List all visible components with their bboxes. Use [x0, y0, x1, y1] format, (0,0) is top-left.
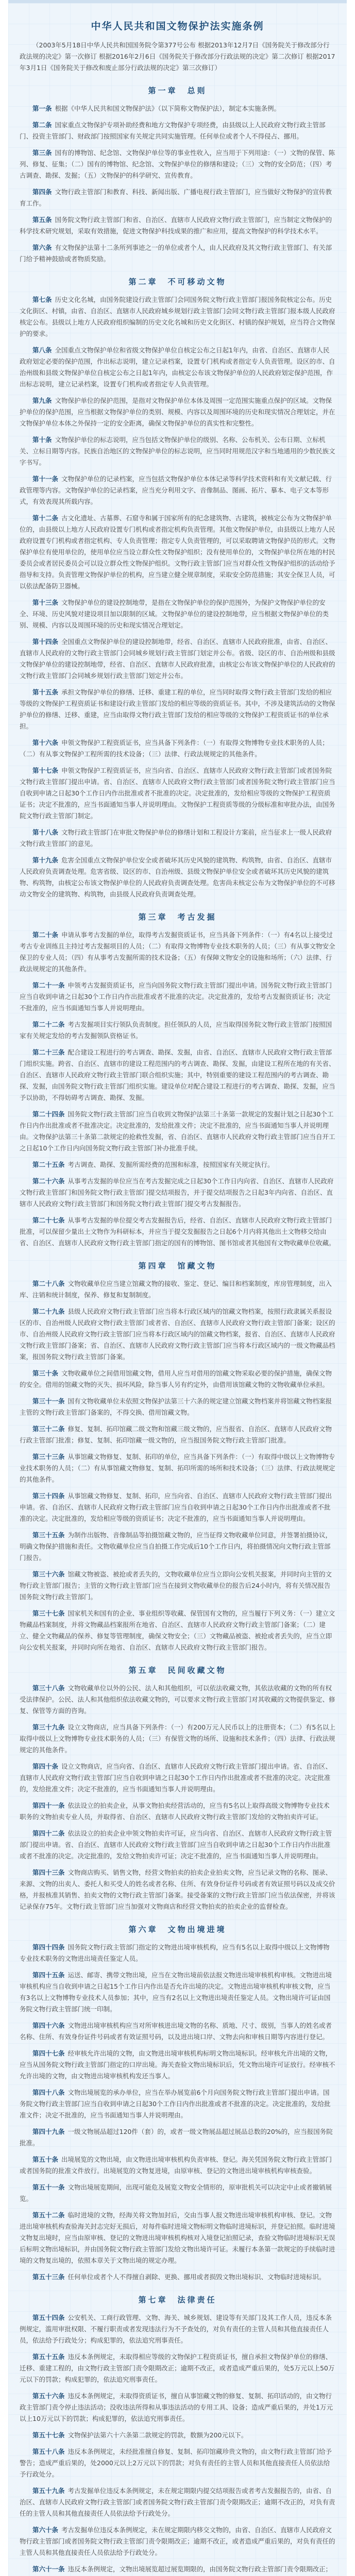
article-text: 文物保护法第六十六条第二款规定的罚款，数额为200元以下。 [67, 2431, 248, 2439]
article [20, 980, 335, 1014]
article-number: 第五十六条 [32, 2392, 65, 2400]
article-number: 第三十九条 [32, 1723, 65, 1731]
article-text: 国务院文物行政主管部门指定的文物进出境审核机构，应当有5名以上取得中级以上文物博物专业技术职务的文物进出境责任鉴定人员。 [20, 1943, 330, 1962]
article-text: 文物收藏单位应当建立馆藏文物的接收、鉴定、登记、编目和档案制度，库房管理制度，出入库、注销和统计制度，保养、修复和复制制度。 [20, 1280, 332, 1299]
article-number: 第十条 [32, 436, 52, 444]
article-text: 馆藏文物被盗、被抢或者丢失的，文物收藏单位应当立即向公安机关报案，并同时向主管的文物行政主管部门报告；主管的文物行政主管部门应当在接到文物收藏单位的报告后24小时内，将有关情况报告国务院文物行政主管部门。 [20, 1570, 332, 1601]
article-number: 第二十五条 [32, 1161, 65, 1168]
chapter-title: 第六章 文物出境进境 [128, 1925, 227, 1934]
article [20, 473, 335, 507]
article-text: 文物保护单位的保护范围，是指对文物保护单位本体及周围一定范围实施重点保护的区域。文物保护单位的保护范围，应当根据文物保护单位的类别、规模、内容以及周围环境的历史和现实情况合理划定，并在文物保护单位本体之外保持一定的安全距离，确保文物保护单位的真实性和完整性。 [20, 397, 335, 427]
article-number: 第十六条 [32, 739, 59, 747]
article-text: 一级文物展品超过120件（套）的，或者一级文物展品超过展品总数的20%的，应当报国务院批准。 [20, 2128, 333, 2147]
chapter-title: 第四章 馆藏文物 [138, 1261, 217, 1270]
article [20, 1942, 335, 1964]
article [20, 1278, 335, 1301]
article-number: 第五十四条 [32, 2314, 65, 2321]
article-number: 第五十七条 [32, 2431, 65, 2439]
article-number: 第四十二条 [32, 1829, 65, 1837]
article [20, 1047, 335, 1104]
article [20, 1423, 335, 1446]
article-text: 考古发掘项目实行领队负责制度。担任领队的人员，应当取得国务院文物行政主管部门按照国家有关规定发给的考古发掘领队资格证书。 [20, 1021, 332, 1040]
article [20, 2154, 335, 2177]
article-text: 文物收藏单位之间借用馆藏文物，借用人应当对借用的馆藏文物采取必要的保护措施，确保文物的安全。借用的馆藏文物的灭失、损坏风险，除当事人另有约定外，由借用该馆藏文物的文物收藏单位承担。 [20, 1369, 332, 1388]
article [20, 1800, 335, 1823]
article [20, 737, 335, 760]
article-number: 第三条 [32, 149, 52, 157]
article [20, 929, 335, 975]
chapter-title: 第三章 考古发掘 [138, 912, 217, 922]
article-text: 违反本条例规定，文物出境展览超过展览期限的，由国务院文物行政主管部门责令限期改正； [67, 2565, 332, 2573]
article [20, 2351, 335, 2385]
article [20, 2272, 335, 2283]
article-number: 第四十六条 [32, 2022, 65, 2029]
article [20, 434, 335, 468]
article-text: 运送、邮寄、携带文物出境，应当在文物出境前依法报文物进出境审核机构审核。文物进出境审核机构应当自收到申请之日起15个工作日内作出是否允许出境的决定。文物进出境审核机构审核文物，应当有3名以上文物博物专业技术人员参加；其中，应当有2名以上文物进出境责任鉴定人员。文物出境许可证由国务院文物行政主管部门统一印制。 [20, 1971, 332, 2013]
article [20, 2182, 335, 2205]
chapter-title: 第七章 法律责任 [138, 2295, 217, 2304]
article-text: 有文物保护法第十二条所列事迹之一的单位或者个人，由人民政府及其文物行政主管部门、有关部门给予精神鼓励或者物质奖励。 [20, 244, 332, 263]
article-text: 申领文物保护工程资质证书，应当具备下列条件：（一）有取得文物博物专业技术职务的人员；（二）有从事文物保护工程所需的技术设备；（三）法律、行政法规规定的其他条件。 [20, 739, 329, 758]
article-text: 申请从事考古发掘的单位，取得考古发掘资质证书，应当具备下列条件：（一）有4名以上接受过考古专业训练且主持过考古发掘项目的人员；（二）有取得文物博物专业技术职务的人员；（三）有从事文物安全保卫的专业人员；（四）有从事考古发掘所需的技术设备；（五）有保障文物安全的设施和场所；（六）法律、行政法规规定的其他条件。 [20, 931, 335, 973]
article [20, 242, 335, 265]
article-text: 任何单位或者个人不得擅自剥除、更换、挪用或者损毁文物出境标识、文物临时进境标识。 [67, 2273, 326, 2281]
article-number: 第二十四条 [32, 1110, 65, 1118]
article-text: 考古发掘单位违反本条例规定，未在规定期限内移交文物的，由省、自治区、直辖市人民政府文物行政主管部门或者国务院文物行政主管部门责令限期改正；逾期不改正，或者造成严重后果的，对负有责任的主管人员和其他直接责任人员依法给予行政处分。 [20, 2526, 335, 2556]
article-number: 第七条 [32, 296, 52, 303]
article-text: 文物保护单位的建设控制地带，是指在文物保护单位的保护范围外，为保护文物保护单位的安全、环境、历史风貌对建设项目加以限制的区域。文物保护单位的建设控制地带，应当根据文物保护单位的类别、规模、内容以及周围环境的历史和现实情况合理划定。 [20, 599, 329, 629]
article-text: 临时进境的文物，经海关将文物加封后，交由当事人报文物进出境审核机构审核、登记。文物进出境审核机构查验海关封志完好无损后，对每件临时进境文物标明文物临时进境标识，并登记拍照。临时进境文物复出境时，应当由原审核、登记的文物进出境审核机构核对入境登记拍照记录，查验文物临时进境标识无误后标明文物出境标识，并由国务院文物行政主管部门发给文物出境许可证。未履行本条第一款规定的手续临时进境的文物复出境的，依照本章关于文物出境的规定办理。 [20, 2211, 335, 2264]
article-number: 第三十六条 [32, 1570, 65, 1578]
article-number: 第四十七条 [32, 2049, 65, 2057]
article [20, 2312, 335, 2346]
article [20, 2564, 335, 2576]
article-text: 从事馆藏文物修复、复制、拓印，应当向省、自治区、直辖市人民政府文物行政主管部门提出申请。省、自治区、直辖市人民政府文物行政主管部门应当自收到申请之日起30个工作日内作出批准或者不批准的决定。决定批准的，发给相应等级的资质证书；决定不批准的，应当书面通知当事人并说明理由。 [20, 1492, 332, 1522]
article [20, 294, 335, 340]
article-text: 国家重点文物保护专项补助经费和地方文物保护专项经费，由县级以上人民政府文物行政主管部门、投资主管部门、财政部门按照国家有关规定共同实施管理。任何单位或者个人不得侵占、挪用。 [20, 121, 326, 140]
article-text: 县级人民政府文物行政主管部门应当将本行政区域内的馆藏文物档案，按照行政隶属关系报设区的市、自治州级人民政府文物行政主管部门或者省、自治区、直辖市人民政府文物行政主管部门备案；设区的市、自治州级人民政府文物行政主管部门应当将本行政区域内的馆藏文物档案，报省、自治区、直辖市人民政府文物行政主管部门备案；省、自治区、直辖市人民政府文物行政主管部门应当将本行政区域内的一级文物藏品档案，报国务院文物行政主管部门备案。 [20, 1308, 335, 1361]
article-number: 第二十三条 [32, 1048, 65, 1056]
article [20, 636, 335, 682]
article-number: 第五十一条 [32, 2183, 65, 2191]
article-number: 第二十一条 [32, 981, 65, 989]
article-text: 承担文物保护单位的修缮、迁移、重建工程的单位，应当同时取得文物行政主管部门发给的相应等级的文物保护工程资质证书和建设行政主管部门发给的相应等级的资质证书。其中，不涉及建筑活动的文物保护单位的修缮、迁移、重建，应当由取得文物行政主管部门发给的相应等级的文物保护工程资质证书的单位承担。 [20, 688, 335, 730]
article-text: 根据《中华人民共和国文物保护法》（以下简称文物保护法），制定本实施条例。 [55, 105, 281, 112]
article-text: 违反本条例规定，未经批准擅自修复、复制、拓印馆藏珍贵文物的，由文物行政主管部门给予警告；造成严重后果的，处2000元以上2万元以下的罚款；对负有责任的主管人员和其他直接责任人员依法给予行政处分。 [20, 2448, 332, 2478]
article-number: 第三十五条 [32, 1531, 65, 1539]
article-number: 第四十九条 [32, 2128, 65, 2136]
article-text: 危害全国重点文物保护单位安全或者破坏其历史风貌的建筑物、构筑物，由省、自治区、直辖市人民政府负责调查处理。危害省级、设区的市、自治州级、县级文物保护单位安全或者破坏其历史风貌的建筑物、构筑物，由核定公布该文物保护单位的人民政府负责调查处理。危害尚未核定公布为文物保护单位的不可移动文物安全的建筑物、构筑物，由县级人民政府负责调查处理。 [20, 856, 335, 898]
article [20, 2020, 335, 2043]
document-preface: （2003年5月18日中华人民共和国国务院令第377号公布 根据2013年12月7日《国务院关于修改部分行政法规的决定》第一次修订 根据2016年2月6日《国务院关于修改部分行政法规的决定》第二次修订 根据2017年3月1日《国务院关于修改和废止部分行政法规的决定》第三次修订） [20, 41, 335, 72]
article [20, 1396, 335, 1418]
article-text: 文物行政主管部门和教育、科技、新闻出版、广播电视行政主管部门，应当做好文物保护的宣传教育工作。 [20, 188, 332, 207]
article [20, 1761, 335, 1795]
article [20, 1530, 335, 1564]
article [20, 1683, 335, 1717]
article [20, 765, 335, 822]
article-number: 第十八条 [32, 828, 59, 836]
chapters-container [20, 85, 335, 2576]
article-text: 设立文物商店，应当具备下列条件：（一）有200万元人民币以上的注册资本；（二）有5名以上取得中级以上文物博物专业技术职务的人员；（三）有保管文物的场所、设施和技术条件；（四）法律、行政法规规定的其他条件。 [20, 1723, 335, 1754]
article [20, 1867, 335, 1912]
article [20, 2391, 335, 2425]
article [20, 2210, 335, 2266]
article-number: 第三十四条 [32, 1492, 65, 1500]
article [20, 2524, 335, 2558]
article-text: 国家机关和国有的企业、事业组织等收藏、保管国有文物的，应当履行下列义务：（一）建立文物藏品档案制度，并将文物藏品档案报所在地省、自治区、直辖市人民政府文物行政主管部门备案；（二）建立、健全文物藏品的保养、修复等管理制度，确保文物安全；（三）文物藏品被盗、被抢或者丢失的，应当立即向公安机关报案，并同时向所在地省、自治区、直辖市人民政府文物行政主管部门报告。 [20, 1609, 335, 1651]
article-text: 文物保护单位的记录档案，应当包括文物保护单位本体记录等科学技术资料和有关文献记载、行政管理等内容。文物保护单位的记录档案，应当充分利用文字、音像制品、图画、拓片、摹本、电子文本等形式，有效表现其所载内容。 [20, 475, 332, 505]
article [20, 687, 335, 732]
article-number: 第四十五条 [32, 1971, 65, 1979]
article-text: 国务院文物行政主管部门和省、自治区、直辖市人民政府文物行政主管部门，应当制定文物保护的科学技术研究规划，采取有效措施，促进文物保护科技成果的推广和应用，提高文物保护的科学技术水平。 [20, 216, 332, 235]
article-text: 文物出境展览期间，出现可能危及展览文物安全情形的，原审批机关可以决定中止或者撤销展览。 [20, 2183, 332, 2202]
article-text: 为制作出版物、音像制品等拍摄馆藏文物的，应当征得文物收藏单位同意，并签署拍摄协议，明确文物保护措施和责任。文物收藏单位应当自拍摄工作完成后10个工作日内，将拍摄情况向文物行政主管部门报告。 [20, 1531, 332, 1562]
article-text: 国有文物收藏单位未依照文物保护法第三十六条的规定建立馆藏文物档案并将馆藏文物档案报主管的文物行政主管部门备案的，不得交换、借用馆藏文物。 [20, 1397, 332, 1416]
article [20, 1215, 335, 1249]
article-number: 第五十条 [32, 2156, 59, 2163]
article [20, 1306, 335, 1363]
article [20, 2048, 335, 2082]
article-number: 第八条 [32, 346, 52, 354]
article-text: 申领考古发掘资质证书，应当向国务院文物行政主管部门提出申请。国务院文物行政主管部门应当自收到申请之日起30个工作日内作出批准或者不批准的决定。决定批准的，发给考古发掘资质证书；决定不批准的，应当书面通知当事人并说明理由。 [20, 981, 332, 1012]
document-title: 中华人民共和国文物保护法实施条例 [91, 21, 264, 32]
article [20, 1109, 335, 1154]
article [20, 513, 335, 592]
article-text: 从事考古发掘的单位应当在考古发掘完成之日起30个工作日内向省、自治区、直辖市人民政府文物行政主管部门和国务院文物行政主管部门提交结项报告，并于提交结项报告之日起3年内向省、自治区、直辖市人民政府文物行政主管部门和国务院文物行政主管部门提交考古发掘报告。 [20, 1177, 334, 1208]
article-text: 文物出境展览的承办单位，应当在举办展览前6个月向国务院文物行政主管部门提出申请。国务院文物行政主管部门应当自收到申请之日起30个工作日内作出批准或者不批准的决定。决定批准的，发给批准文件；决定不批准的，应当书面通知当事人并说明理由。 [20, 2089, 331, 2119]
document-card [8, 0, 347, 2576]
article [20, 855, 335, 900]
article-number: 第三十二条 [32, 1425, 65, 1433]
article-text: 从事馆藏文物修复、复制、拓印的单位，应当具备下列条件：（一）有取得中级以上文物博物专业技术职务的人员；（二）有从事馆藏文物修复、复制、拓印所需的场所和技术设备；（三）法律、行政法规规定的其他条件。 [20, 1453, 335, 1483]
article-number: 第六十一条 [32, 2565, 65, 2573]
article-text: 修复、复制、拓印馆藏二级文物和馆藏三级文物的，应当报省、自治区、直辖市人民政府文物行政主管部门批准；修复、复制、拓印馆藏一级文物的，应当报国务院文物行政主管部门批准。 [20, 1425, 332, 1444]
article [20, 120, 335, 142]
article-text: 文物商店购买、销售文物，经营文物拍卖的拍卖企业拍卖文物，应当记录文物的名称、图录、来源、文物的出卖人、委托人和买受人的姓名或者名称、住所、有效身份证件号码或者有效证照号码以及成交价格，并报核准其销售、拍卖文物的文物行政主管部门备案。接受备案的文物行政主管部门应当依法保密，并将该记录保存75年。文物行政主管部门应当加强对文物商店和经营文物拍卖的拍卖企业的监督检查。 [20, 1869, 335, 1910]
article-number: 第十四条 [32, 638, 59, 646]
article-number: 第二十条 [32, 931, 59, 939]
article-number: 第六十条 [32, 2526, 59, 2534]
article-number: 第四十三条 [32, 1869, 65, 1876]
article-text: 经审核允许出境的文物，由文物进出境审核机构标明文物出境标识。经审核允许出境的文物，应当从国务院文物行政主管部门指定的口岸出境。海关查验文物出境标识后，凭文物出境许可证放行。经审核不允许出境的文物，由文物进出境审核机构发还当事人。 [20, 2049, 335, 2080]
article [20, 2430, 335, 2441]
article-number: 第二十九条 [32, 1308, 65, 1315]
article-text: 文物进出境审核机构应当对所审核进出境文物的名称、质地、尺寸、级别，当事人的姓名或者名称、住所、有效身份证件号码或者有效证照号码，以及进出境口岸、文物去向和审核日期等内容进行登记。 [20, 2022, 332, 2041]
article-text: 全国重点文物保护单位的建设控制地带，经省、自治区、直辖市人民政府批准，由省、自治区、直辖市人民政府的文物行政主管部门会同城乡规划行政主管部门划定并公布。省级、设区的市、自治州级和县级文物保护单位的建设控制地带，经省、自治区、直辖市人民政府批准，由核定公布该文物保护单位的人民政府的文物行政主管部门会同城乡规划行政主管部门划定并公布。 [20, 638, 335, 680]
article-text: 历史文化名城，由国务院建设行政主管部门会同国务院文物行政主管部门报国务院核定公布。历史文化街区、村镇，由省、自治区、直辖市人民政府城乡规划行政主管部门会同文物行政主管部门报本级人民政府核定公布。县级以上地方人民政府组织编制的历史文化名城和历史文化街区、村镇的保护规划，应当符合文物保护的要求。 [20, 296, 335, 337]
article-text: 依法设立的拍卖企业申领文物拍卖许可证，应当向省、自治区、直辖市人民政府文物行政主管部门提出申请。省、自治区、直辖市人民政府文物行政主管部门应当自收到申请之日起30个工作日内作出批准或者不批准的决定。决定批准的，发给文物拍卖许可证；决定不批准的，应当书面通知当事人并说明理由。 [20, 1829, 332, 1860]
article-number: 第十九条 [32, 856, 59, 864]
article-number: 第一条 [32, 105, 52, 112]
article [20, 1368, 335, 1391]
article-text: 配合建设工程进行的考古调查、勘探、发掘，由省、自治区、直辖市人民政府文物行政主管部门组织实施。跨省、自治区、直辖市的建设工程范围内的考古调查、勘探、发掘，由建设工程所在地的有关省、自治区、直辖市人民政府文物行政主管部门联合组织实施；其中，特别重要的建设工程范围内的考古调查、勘探、发掘，由国务院文物行政主管部门组织实施。建设单位对配合建设工程进行的考古调查、勘探、发掘，应当予以协助，不得妨碍考古调查、勘探、发掘。 [20, 1048, 335, 1101]
article [20, 1451, 335, 1485]
article-number: 第三十一条 [32, 1397, 65, 1405]
article-text: 从事考古发掘的单位提交考古发掘报告后，经省、自治区、直辖市人民政府文物行政主管部门批准，可以保留少量出土文物作为科研标本，并应当于提交发掘报告之日起6个月内将其他出土文物移交给由省、自治区、直辖市人民政府文物行政主管部门指定的国有的博物馆、图书馆或者其他国有文物收藏单位收藏。 [20, 1216, 335, 1247]
article-number: 第二十六条 [32, 1177, 65, 1185]
article-number: 第四十八条 [32, 2089, 65, 2096]
article [20, 1159, 335, 1171]
chapter-title: 第二章 不可移动文物 [128, 277, 227, 286]
article [20, 103, 335, 114]
article [20, 2485, 335, 2519]
article [20, 1722, 335, 1756]
article [20, 395, 335, 429]
article-text: 古文化遗址、古墓葬、石窟寺和属于国家所有的纪念建筑物、古建筑，被核定公布为文物保护单位的，由县级以上地方人民政府设置专门机构或者指定机构负责管理。其他文物保护单位，由县级以上地方人民政府设置专门机构或者指定机构、专人负责管理；指定专人负责管理的，可以采取聘请文物保护员的形式。文物保护单位有使用单位的，使用单位应当设立群众性文物保护组织；没有使用单位的，文物保护单位所在地的村民委员会或者居民委员会可以设立群众性文物保护组织。文物行政主管部门应当对群众性文物保护组织的活动给予指导和支持。负责管理文物保护单位的机构，应当建立健全规章制度，采取安全防范措施；其安全保卫人员，可以依法配备防卫器械。 [20, 514, 335, 590]
article-number: 第三十七条 [32, 1609, 65, 1617]
article-number: 第五十三条 [32, 2273, 65, 2281]
chapter-title: 第五章 民间收藏文物 [128, 1666, 227, 1675]
article-number: 第十五条 [32, 688, 59, 696]
article-number: 第四条 [32, 188, 52, 196]
article-number: 第二十七条 [32, 1216, 65, 1224]
article-text: 违反本条例规定，未取得资质证书，擅自从事馆藏文物的修复、复制、拓印活动的，由文物行政主管部门责令停止违法活动；没收违法所得和从事违法活动的专用工具、设备；造成严重后果的，并处1万元以上10万元以下的罚款；构成犯罪的，依法追究刑事责任。 [20, 2392, 333, 2422]
article [20, 1019, 335, 1042]
article-number: 第九条 [32, 397, 52, 404]
article [20, 1490, 335, 1524]
article-text: 出境展览的文物出境，由文物进出境审核机构负责审核、登记。海关凭国务院文物行政主管部门或者国务院的批准文件放行。出境展览的文物复进境，由原审核、登记的文物进出境审核机构审核查验。 [20, 2156, 332, 2175]
article-text: 文物行政主管部门在审批文物保护单位的修缮计划和工程设计方案前，应当征求上一级人民政府文物行政主管部门的意见。 [20, 828, 332, 848]
article-text: 公安机关、工商行政管理、文物、海关、城乡规划、建设等有关部门及其工作人员，违反本条例规定，滥用审批权限、不履行职责或者发现违法行为不予查处的，对负有责任的主管人员和其他直接责任人员，依法给予行政处分；构成犯罪的，依法追究刑事责任。 [20, 2314, 332, 2344]
article [20, 1608, 335, 1653]
article-number: 第六条 [32, 244, 52, 251]
article [20, 345, 335, 390]
article-number: 第十一条 [32, 475, 59, 483]
article-number: 第三十条 [32, 1369, 59, 1377]
article-number: 第二条 [32, 121, 52, 129]
article-number: 第五十九条 [32, 2487, 65, 2495]
article [20, 1970, 335, 2015]
article-text: 申领文物保护工程资质证书，应当向省、自治区、直辖市人民政府文物行政主管部门或者国务院文物行政主管部门提出申请。省、自治区、直辖市人民政府文物行政主管部门或者国务院文物行政主管部门应当自收到申请之日起30个工作日内作出批准或者不批准的决定。决定批准的，发给相应等级的文物保护工程资质证书；决定不批准的，应当书面通知当事人并说明理由。文物保护工程资质等级的分级标准和审批办法，由国务院文物行政主管部门制定。 [20, 767, 335, 820]
article [20, 147, 335, 181]
article [20, 2126, 335, 2149]
article-number: 第十三条 [32, 599, 59, 606]
article [20, 1176, 335, 1210]
article-number: 第四十四条 [32, 1943, 65, 1951]
article-number: 第三十八条 [32, 1684, 65, 1692]
article-number: 第二十二条 [32, 1021, 65, 1028]
article-number: 第四十一条 [32, 1802, 65, 1809]
article [20, 827, 335, 850]
article-number: 第五条 [32, 216, 52, 224]
article-text: 文物收藏单位以外的公民、法人和其他组织，可以依法收藏文物，其依法收藏的文物的所有权受法律保护。公民、法人和其他组织依法收藏文物的，可以要求文物行政主管部门对其收藏的文物提供鉴定、修复、保管等方面的咨询。 [20, 1684, 335, 1715]
article-text: 全国重点文物保护单位和省级文物保护单位自核定公布之日起1年内，由省、自治区、直辖市人民政府划定必要的保护范围，作出标志说明，建立记录档案，设置专门机构或者指定专人负责管理。设区的市、自治州级和县级文物保护单位自核定公布之日起1年内，由核定公布该文物保护单位的人民政府划定保护范围，作出标志说明，建立记录档案，设置专门机构或者指定专人负责管理。 [20, 346, 335, 388]
article-number: 第十二条 [32, 514, 59, 522]
chapter-title: 第一章 总则 [148, 86, 207, 95]
article-number: 第五十二条 [32, 2211, 65, 2219]
article [20, 1828, 335, 1862]
article-number: 第五十八条 [32, 2448, 65, 2455]
article [20, 187, 335, 209]
article-text: 考古调查、勘探、发掘所需经费的范围和标准，按照国家有关规定执行。 [67, 1161, 274, 1168]
article-text: 文物保护单位的标志说明，应当包括文物保护单位的级别、名称、公布机关、公布日期、立标机关、立标日期等内容。民族自治地区的文物保护单位的标志说明，应当同时用规范汉字和当地通用的少数民族文字书写。 [20, 436, 335, 466]
article [20, 597, 335, 631]
article-number: 第四十条 [32, 1762, 59, 1770]
article-text: 设立文物商店，应当向省、自治区、直辖市人民政府文物行政主管部门提出申请。省、自治区、直辖市人民政府文物行政主管部门应当自收到申请之日起30个工作日内作出批准或者不批准的决定。决定批准的，发给批准文件；决定不批准的，应当书面通知当事人并说明理由。 [20, 1762, 332, 1793]
article [20, 214, 335, 237]
article [20, 1569, 335, 1603]
article-number: 第五十五条 [32, 2353, 65, 2361]
article-text: 国务院文物行政主管部门应当自收到文物保护法第三十条第一款规定的发掘计划之日起30个工作日内作出批准或者不批准决定。决定批准的，发给批准文件；决定不批准的，应当书面通知当事人并说明理由。文物保护法第三十条第二款规定的抢救性发掘，省、自治区、直辖市人民政府文物行政主管部门应当自开工之日起10个工作日内向国务院文物行政主管部门补办批准手续。 [20, 1110, 335, 1152]
article-number: 第十七条 [32, 767, 59, 774]
article-text: 国有的博物馆、纪念馆、文物保护单位等的事业性收入，应当用于下列用途：（一）文物的保管、陈列、修复、征集；（二）国有的博物馆、纪念馆、文物保护单位的修缮和建设；（三）文物的安全防范；（四）考古调查、勘探、发掘；（五）文物保护的科学研究、宣传教育。 [20, 149, 335, 179]
article [20, 2087, 335, 2121]
article [20, 2446, 335, 2480]
article-text: 依法设立的拍卖企业，从事文物拍卖经营活动的，应当有5名以上取得高级文物博物专业技术职务的文物拍卖专业人员，并取得省、自治区、直辖市人民政府文物行政主管部门发给的文物拍卖许可证。 [20, 1802, 330, 1821]
article-number: 第三十三条 [32, 1453, 65, 1461]
article-number: 第二十八条 [32, 1280, 65, 1287]
article-text: 违反本条例规定，未取得相应等级的文物保护工程资质证书，擅自承担文物保护单位的修缮、迁移、重建工程的，由文物行政主管部门责令限期改正；逾期不改正，或者造成严重后果的，处5万元以上50万元以下的罚款；构成犯罪的，依法追究刑事责任。 [20, 2353, 335, 2383]
article-text: 考古发掘单位违反本条例规定，未在规定期限内提交结项报告或者考古发掘报告的，由省、自治区、直辖市人民政府文物行政主管部门或者国务院文物行政主管部门责令限期改正；逾期不改正的，对负有责任的主管人员和其他直接责任人员依法给予行政处分。 [20, 2487, 335, 2517]
